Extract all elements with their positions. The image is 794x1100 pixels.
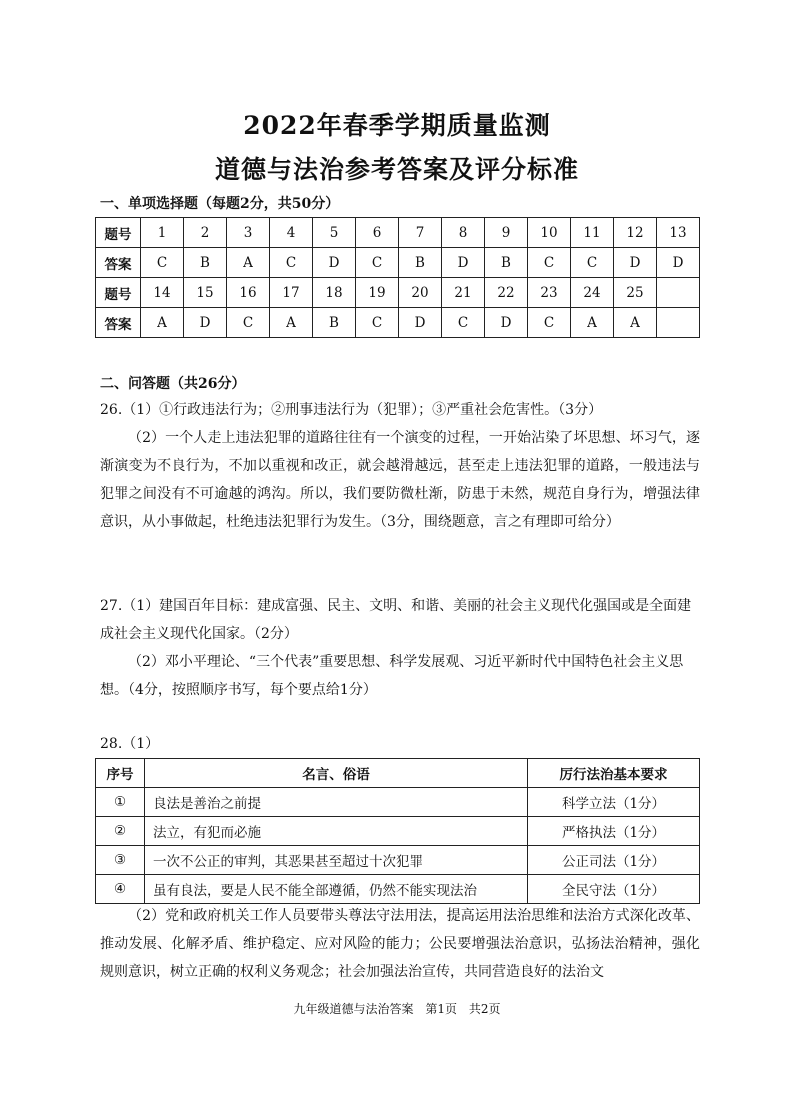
table-cell: 10 — [528, 218, 571, 248]
table-cell: 20 — [399, 278, 442, 308]
table-cell: 良法是善治之前提 — [145, 788, 528, 817]
row-label: 题号 — [96, 278, 141, 308]
table-cell: 23 — [528, 278, 571, 308]
table-cell: 法立，有犯而必施 — [145, 817, 528, 846]
table-cell: C — [227, 308, 270, 338]
table-cell: B — [399, 248, 442, 278]
table-cell: 25 — [614, 278, 657, 308]
footer-total-pages: 共2页 — [468, 1002, 501, 1016]
footer-subject: 九年级道德与法治答案 — [293, 1002, 414, 1016]
table-cell: C — [442, 308, 485, 338]
table-cell: C — [528, 308, 571, 338]
q26-part1: 26.（1）①行政违法行为；②刑事违法行为（犯罪）；③严重社会危害性。（3分） — [100, 402, 603, 418]
row-label: 答案 — [96, 308, 141, 338]
q26-part2: （2）一个人走上违法犯罪的道路往往有一个演变的过程，一开始沾染了坏思想、坏习气，逐渐演变为不良行为，不加以重视和改正，就会越滑越远，甚至走上违法犯罪的道路，一般违法与犯罪之间没有不可逾越的鸿沟。所以，我们要防微杜渐，防患于未然，规范自身行为，增强法律意识，从小事做起，杜绝违法犯罪行为发生。（3分，围绕题意，言之有理即可给分） — [100, 430, 700, 530]
footer-page-number: 第1页 — [425, 1002, 457, 1016]
table-cell — [657, 308, 700, 338]
page-footer — [0, 1000, 794, 1017]
table-row — [96, 817, 700, 846]
column-header: 序号 — [96, 759, 145, 788]
table-cell: 9 — [485, 218, 528, 248]
page-subtitle: 道德与法治参考答案及评分标准 — [214, 155, 579, 184]
table-cell: 24 — [571, 278, 614, 308]
section2-heading: 二、问答题（共26分） — [100, 376, 246, 392]
table-cell: D — [657, 248, 700, 278]
table-cell: ① — [96, 788, 145, 817]
table-cell: ③ — [96, 846, 145, 875]
table-cell: 7 — [399, 218, 442, 248]
row-label: 题号 — [96, 218, 141, 248]
page-title: 2022年春季学期质量监测 — [243, 111, 551, 140]
table-cell: A — [571, 308, 614, 338]
table-cell: 4 — [270, 218, 313, 248]
table-row — [96, 248, 700, 278]
q28-table — [95, 758, 700, 904]
table-cell: 14 — [141, 278, 184, 308]
table-cell: 6 — [356, 218, 399, 248]
table-cell: 严格执法（1分） — [528, 817, 700, 846]
table-cell: 虽有良法，要是人民不能全部遵循，仍然不能实现法治 — [145, 875, 528, 904]
table-cell: A — [270, 308, 313, 338]
table-cell: 公正司法（1分） — [528, 846, 700, 875]
table-cell: 5 — [313, 218, 356, 248]
table-cell: 2 — [184, 218, 227, 248]
table-cell: C — [356, 308, 399, 338]
answer-table — [95, 217, 700, 338]
table-cell: A — [227, 248, 270, 278]
table-cell: ④ — [96, 875, 145, 904]
table-cell: 21 — [442, 278, 485, 308]
table-cell: 科学立法（1分） — [528, 788, 700, 817]
table-cell: 13 — [657, 218, 700, 248]
table-cell: 11 — [571, 218, 614, 248]
table-row — [96, 846, 700, 875]
q28-label: 28.（1） — [100, 736, 160, 752]
table-cell: B — [184, 248, 227, 278]
table-cell — [657, 278, 700, 308]
table-cell: D — [313, 248, 356, 278]
table-cell: A — [141, 308, 184, 338]
table-cell: 3 — [227, 218, 270, 248]
table-cell: D — [614, 248, 657, 278]
q28-part2: （2）党和政府机关工作人员要带头尊法守法用法，提高运用法治思维和法治方式深化改革、推动发展、化解矛盾、维护稳定、应对风险的能力；公民要增强法治意识，弘扬法治精神，强化规则意识，树立正确的权利义务观念；社会加强法治宣传，共同营造良好的法治文 — [100, 908, 700, 980]
column-header: 厉行法治基本要求 — [528, 759, 700, 788]
table-cell: 18 — [313, 278, 356, 308]
table-cell: 19 — [356, 278, 399, 308]
table-cell: B — [313, 308, 356, 338]
table-cell: C — [571, 248, 614, 278]
table-cell: C — [141, 248, 184, 278]
table-cell: 1 — [141, 218, 184, 248]
q27-part2: （2）邓小平理论、“三个代表”重要思想、科学发展观、习近平新时代中国特色社会主义思想。（4分，按照顺序书写，每个要点给1分） — [100, 654, 684, 698]
q27-part1: 27.（1）建国百年目标：建成富强、民主、文明、和谐、美丽的社会主义现代化强国或是全面建成社会主义现代化国家。（2分） — [100, 598, 692, 642]
row-label: 答案 — [96, 248, 141, 278]
table-cell: A — [614, 308, 657, 338]
table-row — [96, 218, 700, 248]
table-cell: D — [399, 308, 442, 338]
table-cell: C — [356, 248, 399, 278]
table-cell: 17 — [270, 278, 313, 308]
table-cell: ② — [96, 817, 145, 846]
column-header: 名言、俗语 — [145, 759, 528, 788]
table-header-row — [96, 759, 700, 788]
table-cell: C — [270, 248, 313, 278]
table-cell: C — [528, 248, 571, 278]
table-row — [96, 308, 700, 338]
table-row — [96, 875, 700, 904]
table-cell: D — [442, 248, 485, 278]
section1-heading: 一、单项选择题（每题2分，共50分） — [100, 196, 340, 212]
table-cell: 8 — [442, 218, 485, 248]
table-cell: 15 — [184, 278, 227, 308]
table-cell: 22 — [485, 278, 528, 308]
table-cell: 全民守法（1分） — [528, 875, 700, 904]
table-row — [96, 278, 700, 308]
table-row — [96, 788, 700, 817]
table-cell: 一次不公正的审判，其恶果甚至超过十次犯罪 — [145, 846, 528, 875]
table-cell: D — [485, 308, 528, 338]
table-cell: 16 — [227, 278, 270, 308]
table-cell: B — [485, 248, 528, 278]
table-cell: D — [184, 308, 227, 338]
table-cell: 12 — [614, 218, 657, 248]
